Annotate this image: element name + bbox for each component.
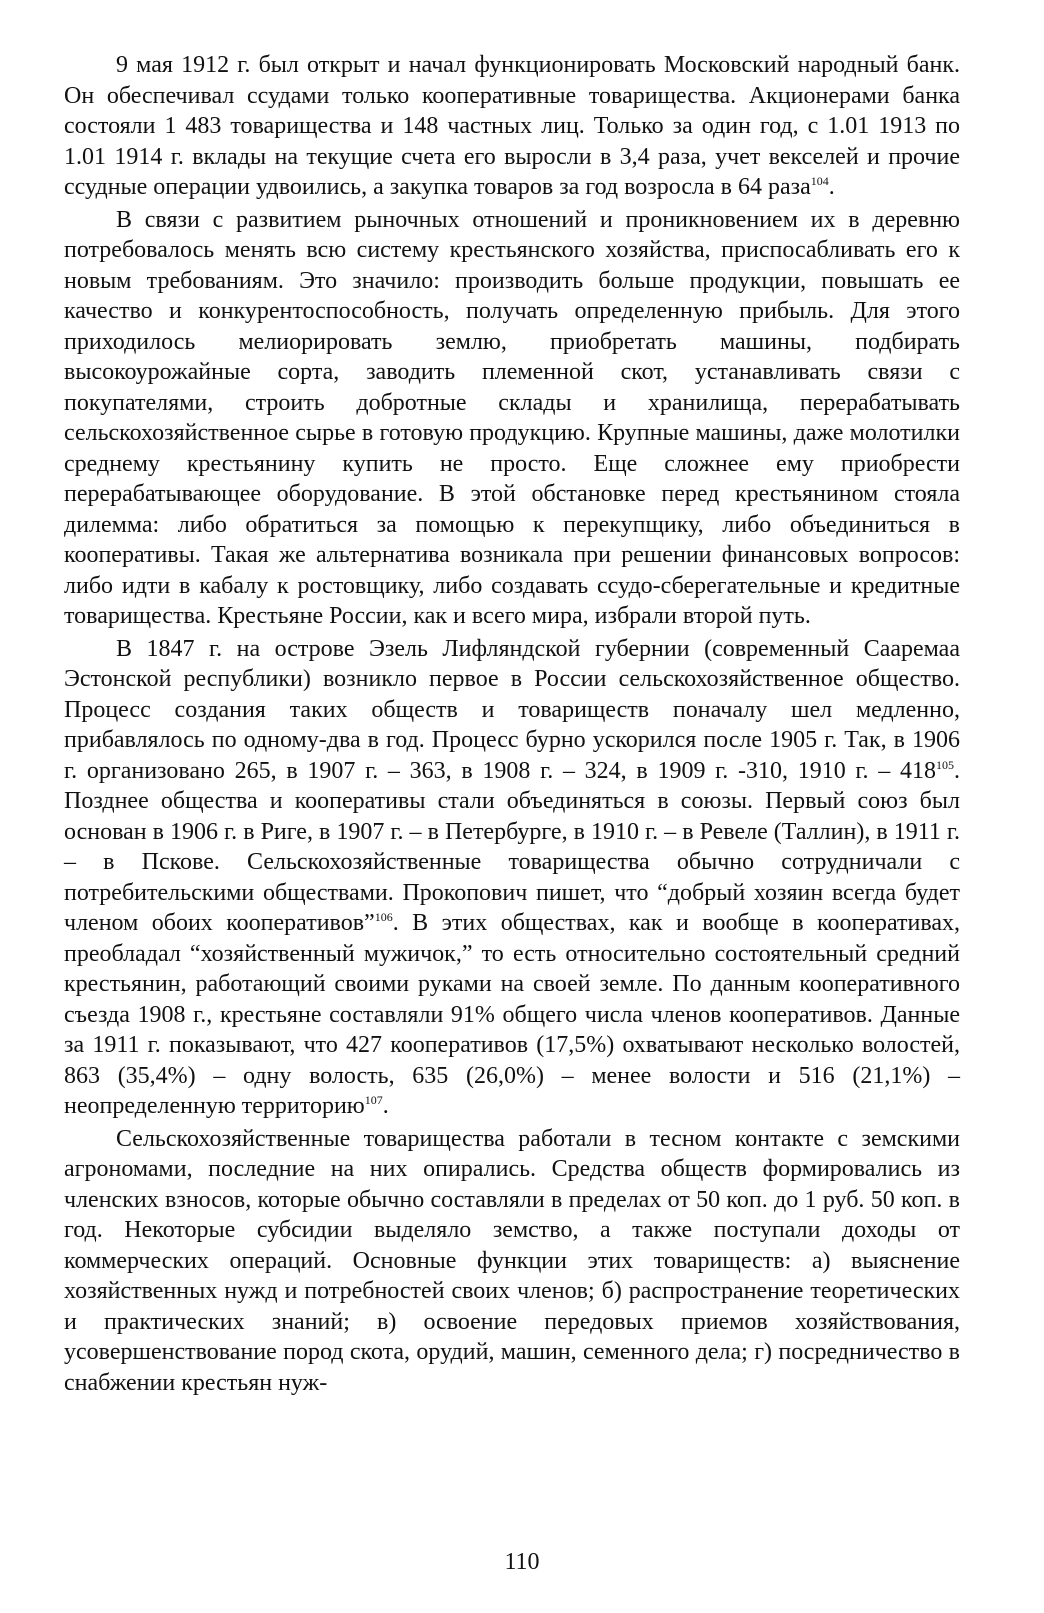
paragraph-1 — [64, 50, 960, 203]
paragraph-text: . Позднее общества и кооперативы стали объединяться в союзы. Первый союз был основан в 1906 г. в Риге, в 1907 г. – в Петербурге, в 1910 г. – в Ревеле (Таллин), в 1911 г. – в Пскове. Сельскохозяйственные товарищества обычно сотрудничали с потребительскими обществами. Прокопович пишет, что “добрый хозяин всегда будет членом обоих кооперативов” — [64, 757, 960, 936]
paragraph-text: 9 мая 1912 г. был открыт и начал функционировать Московский народный банк. Он обеспечивал ссудами только кооперативные товарищества. Акционерами банка состояли 1 483 товарищества и 148 частных лиц. Только за один год, с 1.01 1913 по 1.01 1914 г. вклады на текущие счета его выросли в 3,4 раза, учет векселей и прочие ссудные операции удвоились, а закупка товаров за год возросла в 64 раза — [64, 52, 960, 200]
footnote-ref-104: 104 — [810, 174, 829, 188]
paragraph-text: . В этих обществах, как и вообще в кооперативах, преобладал “хозяйственный мужичок,” то есть относительно состоятельный средний крестьянин, работающий своими руками на своей земле. По данным кооперативного съезда 1908 г., крестьяне составляли 91% общего числа членов кооперативов. Данные за 1911 г. показывают, что 427 кооперативов (17,5%) охватывают несколько волостей, 863 (35,4%) – одну волость, 635 (26,0%) – менее волости и 516 (21,1%) – неопределенную территорию — [64, 910, 961, 1119]
paragraph-4 — [64, 1124, 960, 1399]
paragraph-text: В связи с развитием рыночных отношений и проникновением их в деревню потребовалось менять всю систему крестьянского хозяйства, приспосабливать его к новым требованиям. Это значило: производить больше продукции, повышать ее качество и конкурентоспособность, получать определенную прибыль. Для этого приходилось мелиорировать землю, приобретать машины, подбирать высокоурожайные сорта, заводить племенной скот, устанавливать связи с покупателями, строить добротные склады и хранилища, перерабатывать сельскохозяйственное сырье в готовую продукцию. Крупные машины, даже молотилки среднему крестьянину купить не просто. Еще сложнее ему приобрести перерабатывающее оборудование. В этой обстановке перед крестьянином стояла дилемма: либо обратиться за помощью к перекупщику, либо объединиться в кооперативы. Такая же альтернатива возникала при решении финансовых вопросов: либо идти в кабалу к ростовщику, либо создавать ссудо-сберегательные и кредитные товарищества. Крестьяне России, как и всего мира, избрали второй путь. — [64, 206, 960, 629]
paragraph-text: . — [382, 1093, 389, 1119]
paragraph-text: В 1847 г. на острове Эзель Лифляндской губернии (современный Сааремаа Эстонской республики) возникло первое в России сельскохозяйственное общество. Процесс создания таких обществ и товариществ поначалу шел медленно, прибавлялось по одному-два в год. Процесс бурно ускорился после 1905 г. Так, в 1906 г. организовано 265, в 1907 г. – 363, в 1908 г. – 324, в 1909 г. -310, 1910 г. – 418 — [64, 635, 960, 784]
page-number: 110 — [504, 1549, 540, 1575]
paragraph-3 — [64, 634, 960, 1122]
paragraph-text: . — [828, 174, 835, 200]
paragraph-2 — [64, 205, 960, 632]
footnote-ref-105: 105 — [936, 757, 954, 772]
paragraph-text: Сельскохозяйственные товарищества работали в тесном контакте с земскими агрономами, последние на них опирались. Средства обществ формировались из членских взносов, которые обычно составляли в пределах от 50 коп. до 1 руб. 50 коп. в год. Некоторые субсидии выделяло земство, а также поступали доходы от коммерческих операций. Основные функции этих товариществ: а) выяснение хозяйственных нужд и потребностей своих членов; б) распространение теоретических и практических знаний; в) освоение передовых приемов хозяйствования, усовершенствование пород скота, орудий, машин, семенного дела; г) посредничество в снабжении крестьян нуж- — [64, 1125, 960, 1396]
footnote-ref-107: 107 — [364, 1093, 383, 1107]
footnote-ref-106: 106 — [374, 910, 393, 924]
page-body — [64, 50, 960, 1398]
